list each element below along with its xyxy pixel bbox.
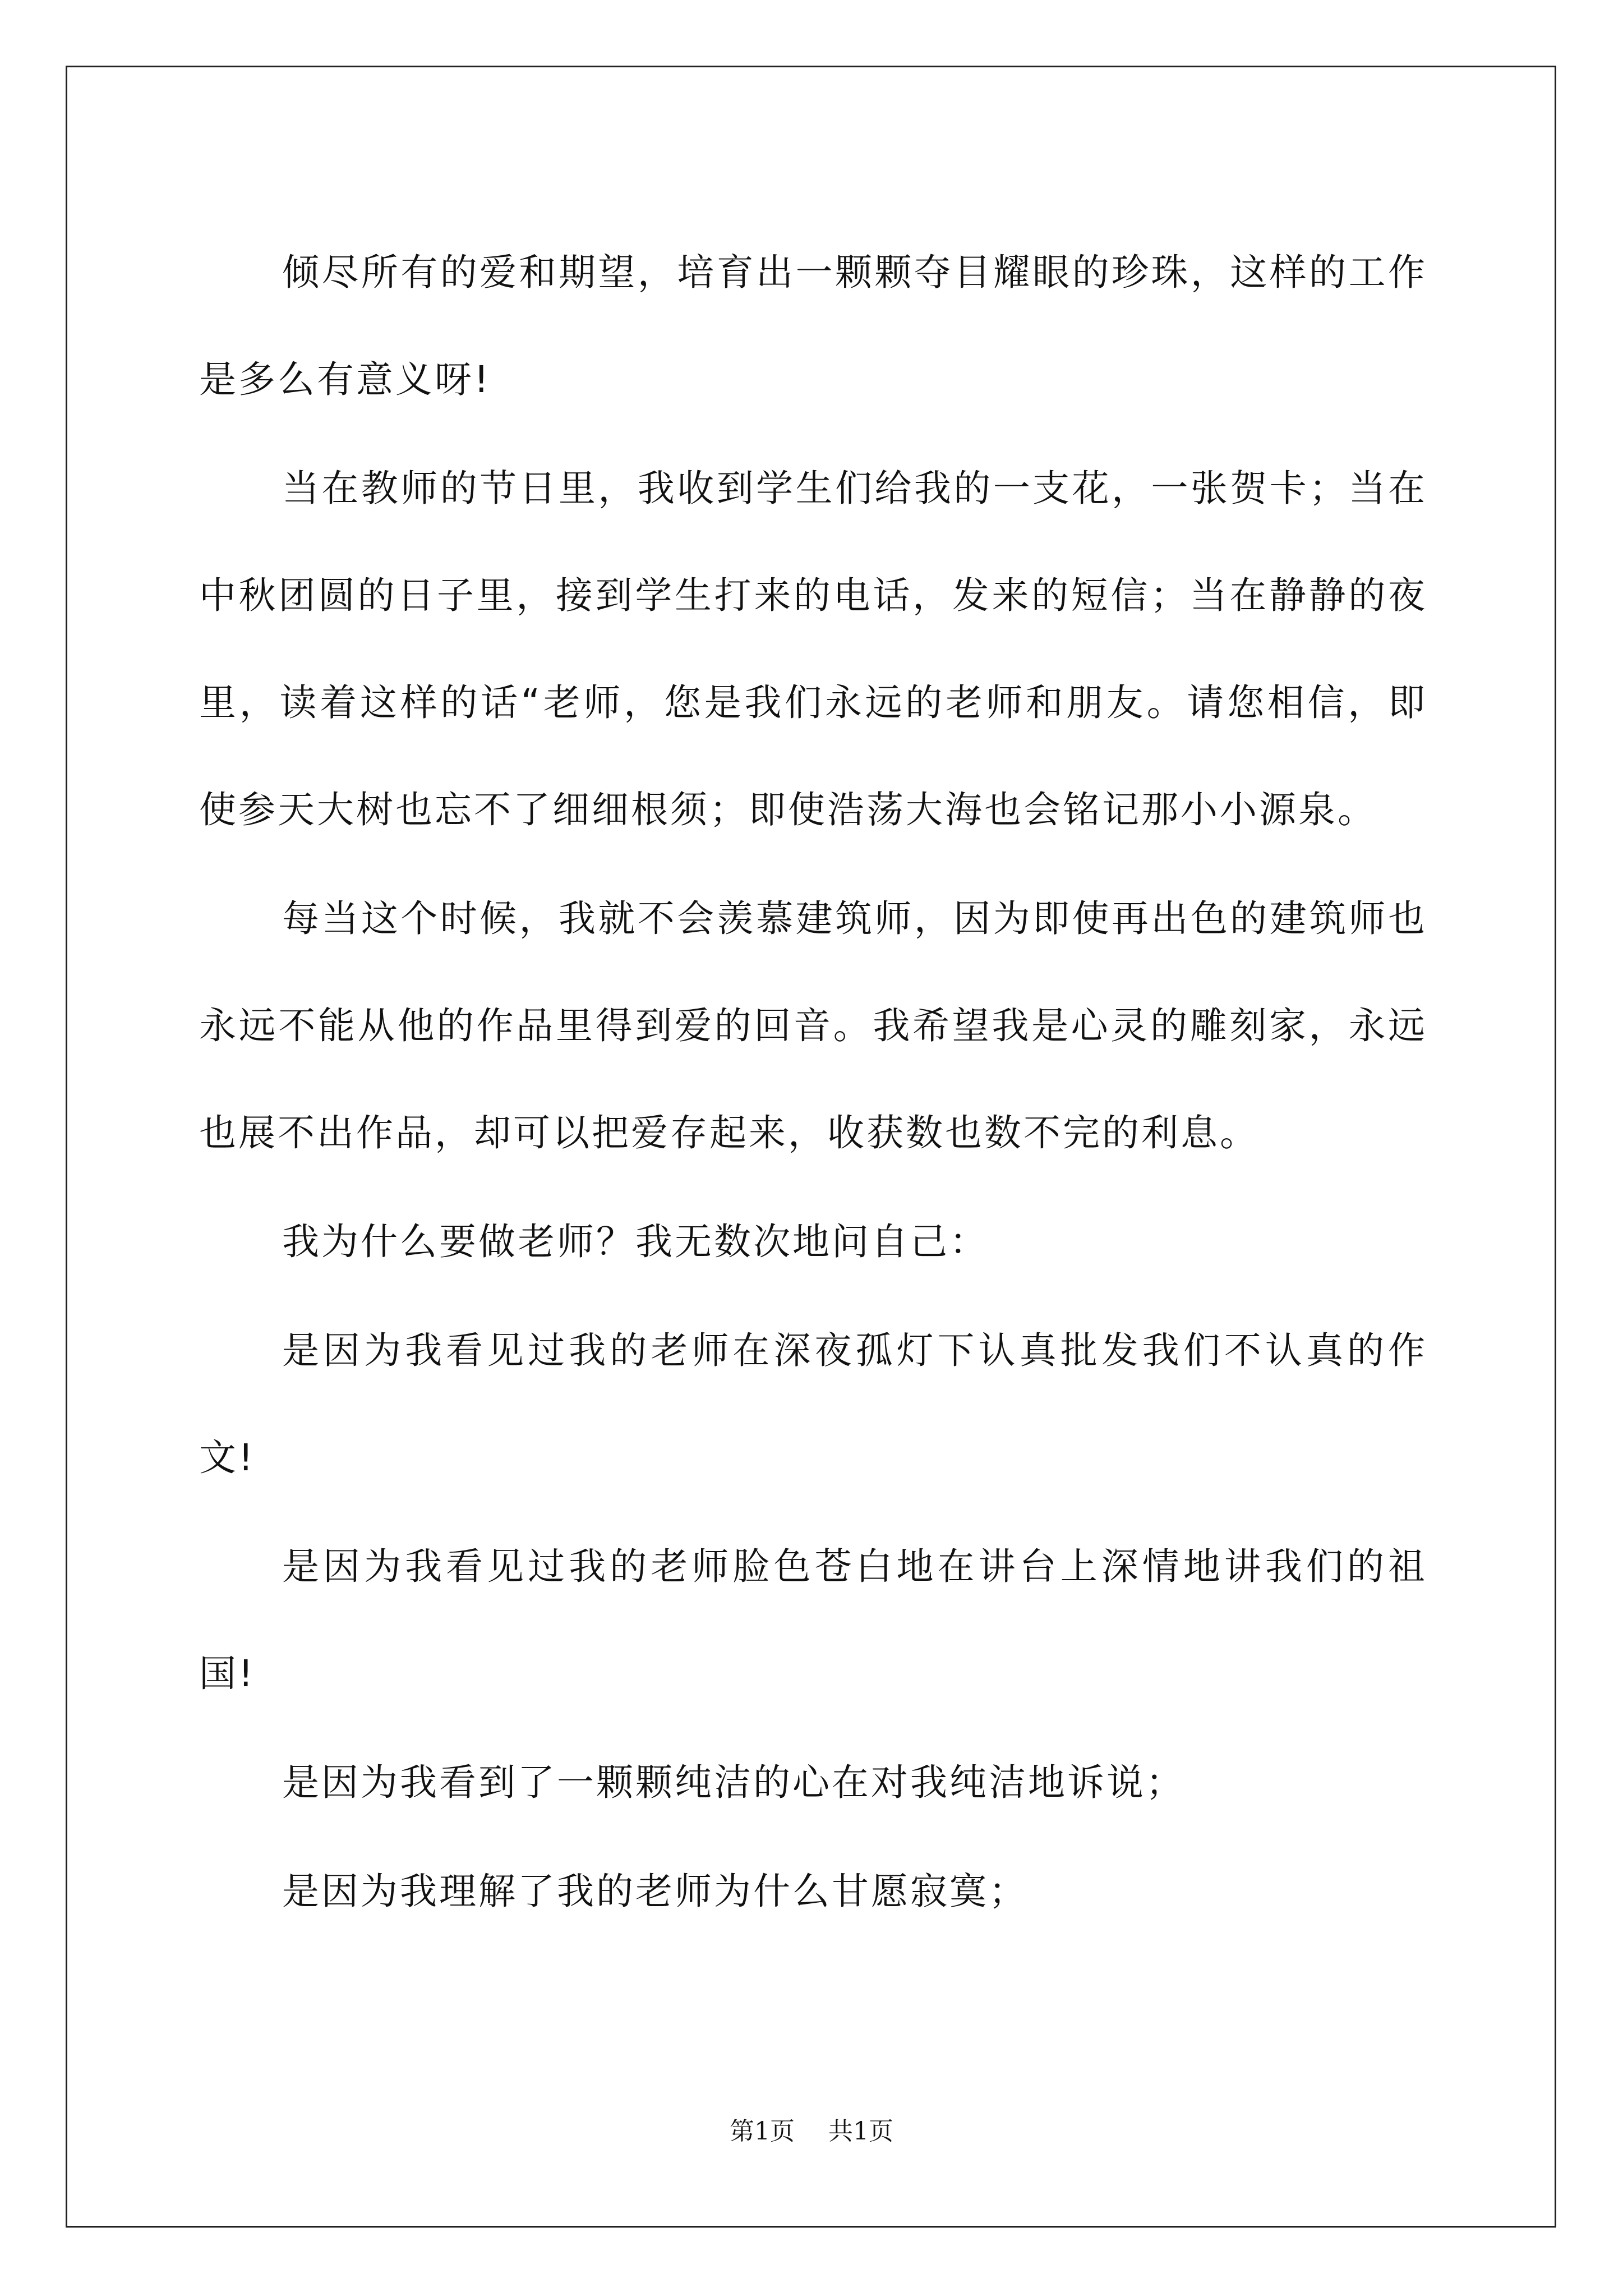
page-footer	[0, 2115, 1623, 2148]
paragraph: 是因为我看见过我的老师在深夜孤灯下认真批发我们不认真的作文!	[199, 1329, 1427, 1479]
document-body	[199, 219, 1427, 1947]
paragraph: 倾尽所有的爱和期望，培育出一颗颗夺目耀眼的珍珠，这样的工作是多么有意义呀!	[199, 251, 1427, 401]
page-number: 第1页	[730, 2117, 795, 2146]
paragraph: 是因为我理解了我的老师为什么甘愿寂寞；	[282, 1870, 1028, 1913]
paragraph: 当在教师的节日里，我收到学生们给我的一支花，一张贺卡；当在中秋团圆的日子里，接到学生打来的电话，发来的短信；当在静静的夜里，读着这样的话“老师，您是我们永远的老师和朋友。请您相信，即使参天大树也忘不了细细根须；即使浩荡大海也会铭记那小小源泉。	[199, 467, 1427, 831]
paragraph: 每当这个时候，我就不会羡慕建筑师，因为即使再出色的建筑师也永远不能从他的作品里得到爱的回音。我希望我是心灵的雕刻家，永远也展不出作品，却可以把爱存起来，收获数也数不完的利息。	[199, 897, 1427, 1154]
paragraph: 我为什么要做老师？我无数次地问自己：	[282, 1220, 989, 1263]
page-total: 共1页	[828, 2117, 893, 2146]
paragraph: 是因为我看到了一颗颗纯洁的心在对我纯洁地诉说；	[282, 1761, 1185, 1804]
paragraph: 是因为我看见过我的老师脸色苍白地在讲台上深情地讲我们的祖国!	[199, 1545, 1427, 1695]
